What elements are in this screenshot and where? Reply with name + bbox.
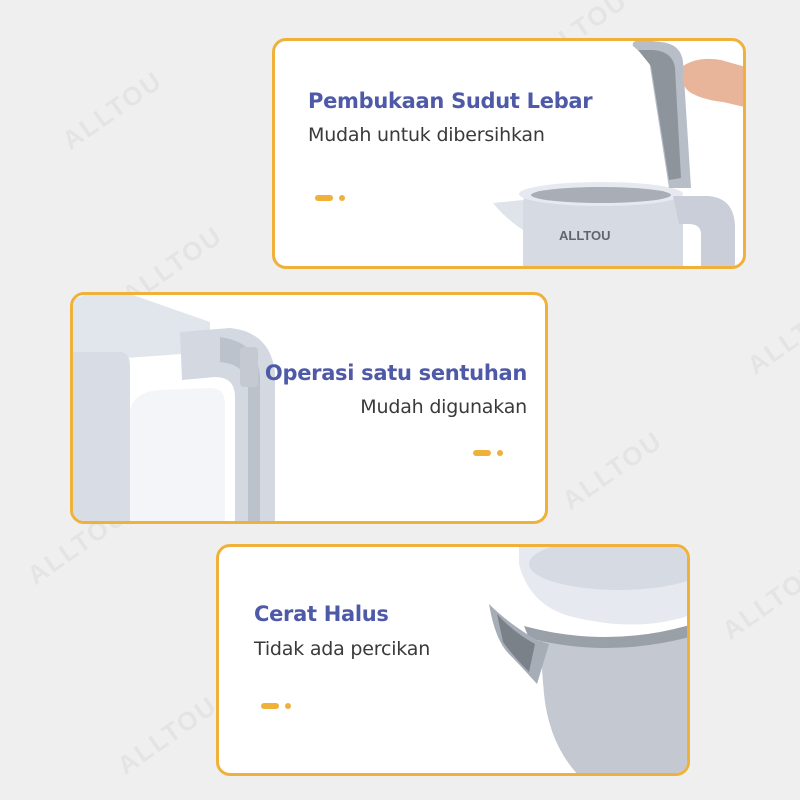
feature-card-one-touch (70, 292, 548, 524)
feature-title: Cerat Halus (254, 602, 389, 626)
watermark-text (742, 290, 800, 381)
feature-subtitle: Mudah digunakan (360, 396, 527, 418)
feature-title: Pembukaan Sudut Lebar (308, 89, 593, 113)
kettle-handle-switch-icon (70, 292, 290, 524)
feature-title: Operasi satu sentuhan (264, 361, 527, 385)
product-logo-text: ALLTOU (559, 228, 611, 243)
accent-dots (315, 195, 349, 201)
accent-dots (261, 703, 295, 709)
watermark-text (557, 425, 669, 516)
watermark-text (717, 555, 800, 646)
kettle-spout-icon (489, 544, 690, 776)
feature-card-fine-spout (216, 544, 690, 776)
watermark-text (112, 690, 224, 781)
accent-dots (473, 450, 507, 456)
feature-card-wide-opening (272, 38, 746, 269)
feature-subtitle: Mudah untuk dibersihkan (308, 124, 545, 146)
watermark-text (57, 65, 169, 156)
kettle-open-lid-icon (483, 38, 746, 269)
feature-subtitle: Tidak ada percikan (254, 638, 431, 660)
